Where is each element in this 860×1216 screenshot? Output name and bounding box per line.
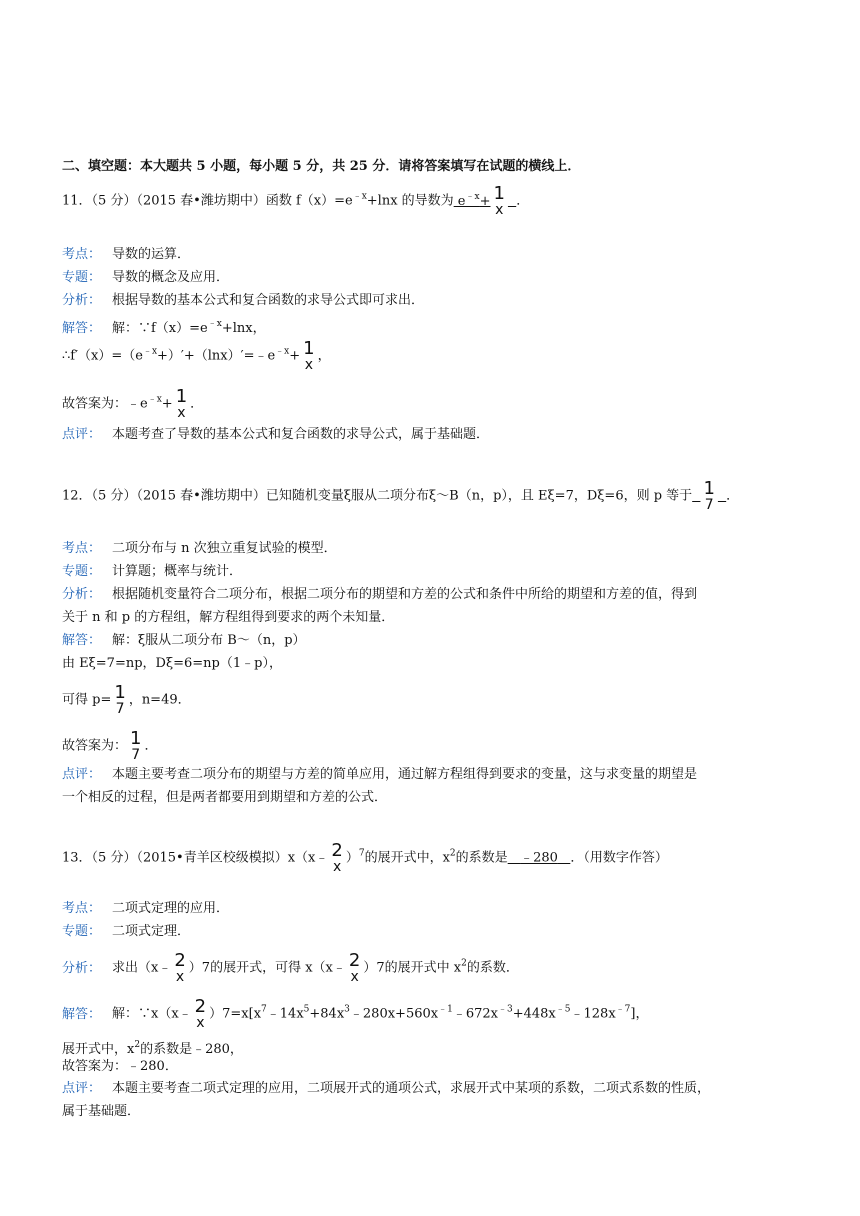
fraction: 2 x xyxy=(174,950,186,985)
question-12: 12．（5 分）（2015 春•潍坊期中）已知随机变量ξ服从二项分布ξ～B（n，p），且 Eξ=7，Dξ=6，则 p 等于 1 7 ． xyxy=(62,478,740,513)
question-11: 11．（5 分）（2015 春•潍坊期中）函数 $f(x)=e^{﹣x}+\ln x$ 的导数为 $e^{﹣x}+$ 1 x ． xyxy=(62,183,530,218)
section-title: 二、填空题：本大题共 5 小题，每小题 5 分，共 25 分．请将答案填写在试题的横线上． xyxy=(62,159,581,174)
question-13: 13．（5 分）（2015•青羊区校级模拟）x（x﹣ 2 x ）$^7$的展开式中，$x^2$的系数是 ﹣280 ．（用数字作答） xyxy=(62,840,668,875)
q13-kaodian: 考点： 二项式定理的应用． xyxy=(62,901,230,916)
q12-jieda-2: 由 Eξ=7=np，Dξ=6=np（1﹣p）， xyxy=(62,656,282,671)
fraction: 1 x xyxy=(175,386,188,421)
fraction: 2 x xyxy=(331,840,343,875)
fraction: 1 7 xyxy=(114,682,126,717)
q11-kaodian: 考点： 导数的运算． xyxy=(62,247,191,262)
answer-12 xyxy=(692,478,726,513)
q12-dianping-2: 一个相反的过程，但是两者都要用到期望和方差的公式． xyxy=(62,790,388,805)
answer-11: $e^{﹣x}+$ 1 x xyxy=(453,183,505,218)
q12-answer: 故答案为： 1 7 ． xyxy=(62,728,158,763)
q12-zhuanti: 专题： 计算题；概率与统计． xyxy=(62,564,243,579)
q13-dianping: 点评： 本题主要考查二项式定理的应用，二项展开式的通项公式，求展开式中某项的系数，二项式系数的性质， xyxy=(62,1081,711,1096)
q12-kaodian: 考点： 二项分布与 n 次独立重复试验的模型． xyxy=(62,541,337,556)
q13-zhuanti: 专题： 二项式定理． xyxy=(62,924,191,939)
fraction: 1 x xyxy=(493,183,505,218)
q13-jieda-2: 展开式中，$x^2$的系数是﹣280， xyxy=(62,1040,243,1057)
q11-dianping: 点评： 本题考查了导数的基本公式和复合函数的求导公式，属于基础题． xyxy=(62,427,490,442)
q13-answer: 故答案为：﹣280． xyxy=(62,1059,178,1074)
q12-fenxi-2: 关于 n 和 p 的方程组，解方程组得到要求的两个未知量． xyxy=(62,610,395,625)
answer-13: ﹣280 xyxy=(520,850,558,866)
q11-answer: 故答案为：$﹣e^{﹣x}+$ 1 x ． xyxy=(62,386,204,421)
fraction: 2 x xyxy=(194,996,207,1031)
q12-jieda-3: 可得 p= 1 7 ，n=49． xyxy=(62,682,191,717)
q13-dianping-2: 属于基础题． xyxy=(62,1104,141,1119)
fraction: 1 7 xyxy=(703,478,715,513)
q12-jieda: 解答： 解：ξ服从二项分布 B～（n，p） xyxy=(62,633,306,648)
fraction: 2 x xyxy=(348,950,361,985)
q11-jieda: 解答： 解：$\because f(x)=e^{﹣x}+\ln x$， xyxy=(62,319,266,336)
fraction: 1 7 xyxy=(130,728,142,763)
q11-zhuanti: 专题： 导数的概念及应用． xyxy=(62,270,230,285)
q13-jieda: 解答： 解：∵x（x﹣ 2 x ）$7=x[x^7﹣14x^5+84x^3﹣280x+560x^{﹣1}﹣672x^{﹣3}+448x^{﹣5}﹣128x^{﹣7}]$， xyxy=(62,996,649,1031)
q11-jieda-step: $\therefore f'(x)=(e^{﹣x}+)'+(\ln x)'=﹣e^{﹣x}+$ 1 x ， xyxy=(62,338,331,373)
fraction: 1 x xyxy=(303,338,315,373)
q12-fenxi: 分析： 根据随机变量符合二项分布，根据二项分布的期望和方差的公式和条件中所给的期望和方差的值，得到 xyxy=(62,587,698,602)
q11-fenxi: 分析： 根据导数的基本公式和复合函数的求导公式即可求出． xyxy=(62,293,425,308)
q12-dianping: 点评： 本题主要考查二项分布的期望与方差的简单应用，通过解方程组得到要求的变量，这与求变量的期望是 xyxy=(62,767,698,782)
q13-fenxi: 分析： 求出（x﹣ 2 x ）7的展开式，可得 x（x﹣ 2 x ）7的展开式中 $x^2$的系数． xyxy=(62,950,519,985)
